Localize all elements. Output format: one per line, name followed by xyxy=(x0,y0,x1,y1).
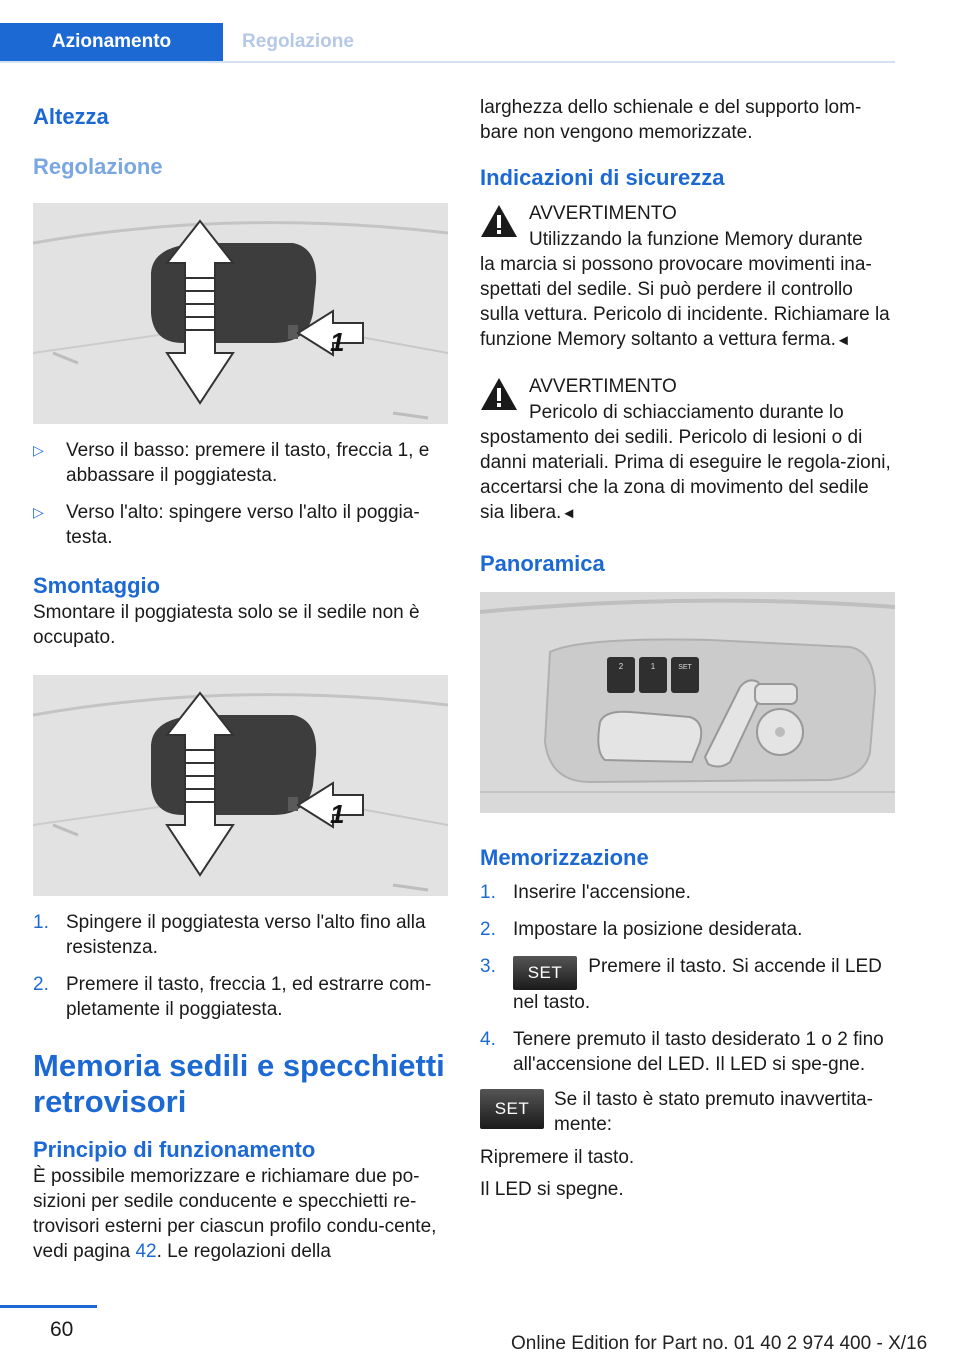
page-link[interactable]: 42 xyxy=(135,1241,157,1262)
header-divider xyxy=(0,61,895,63)
continued-text: larghezza dello schienale e del supporto lom-bare non vengono memorizzate. xyxy=(480,97,862,143)
heading-memoria: Memoria sedili e specchietti retrovisori xyxy=(33,1048,445,1119)
list-item: 4. Tenere premuto il tasto desiderato 1 o 2 fino all'accensione del LED. Il LED si spe-gne. xyxy=(480,1029,884,1075)
tab-azionamento[interactable]: Azionamento xyxy=(0,23,223,61)
tab-bar xyxy=(0,0,895,62)
left-column xyxy=(33,95,448,1264)
memory-steps xyxy=(480,880,895,1077)
heading-memorizzazione: Memorizzazione xyxy=(480,845,649,870)
seat-panel-figure xyxy=(480,592,895,813)
end-mark-icon: ◄ xyxy=(561,505,577,522)
principio-text: È possibile memorizzare e richiamare due po-sizioni per sedile conducente e specchietti re-trovisori esterni per ciascun profilo condu-cente, vedi pagina 42. Le regolazioni della xyxy=(33,1166,437,1262)
list-item: 2. Impostare la posizione desiderata. xyxy=(480,919,803,940)
seat-button-2: 2 xyxy=(618,662,624,671)
headrest-figure-2 xyxy=(33,675,448,896)
figure-label: 1 xyxy=(330,799,345,829)
after-text-1: Ripremere il tasto. xyxy=(480,1147,635,1168)
tab-regolazione[interactable]: Regolazione xyxy=(242,31,354,52)
headrest-figure-1 xyxy=(33,203,448,424)
warning-text: Utilizzando la funzione Memory durante la marcia si possono provocare movimenti ina-spettati del sedile. Si può perdere il controllo sulla vettura. Pericolo di incidente. Richiamare la funzione Memory soltanto a vettura ferma.◄ xyxy=(480,229,890,350)
list-item: ▷ Verso l'alto: spingere verso l'alto il poggia-testa. xyxy=(33,502,420,548)
heading-altezza: Altezza xyxy=(33,104,109,129)
warning-block-1 xyxy=(480,200,895,353)
set-button-icon: SET xyxy=(513,956,577,990)
list-item: 1. Spingere il poggiatesta verso l'alto fino alla resistenza. xyxy=(33,912,426,958)
right-column xyxy=(480,95,895,1202)
end-mark-icon: ◄ xyxy=(835,332,851,349)
removal-steps xyxy=(33,910,448,1022)
seat-button-1: 1 xyxy=(650,662,656,671)
edition-text: Online Edition for Part no. 01 40 2 974 400 - X/16 xyxy=(511,1333,928,1354)
heading-regolazione: Regolazione xyxy=(33,154,163,179)
set-note xyxy=(480,1087,895,1137)
figure-label: 1 xyxy=(330,327,345,357)
heading-principio: Principio di funzionamento xyxy=(33,1137,316,1162)
note-text: Se il tasto è stato premuto inavvertita-mente: xyxy=(554,1089,873,1135)
list-item: 2. Premere il tasto, freccia 1, ed estrarre com-pletamente il poggiatesta. xyxy=(33,974,432,1020)
smontaggio-text: Smontare il poggiatesta solo se il sedile non è occupato. xyxy=(33,602,420,648)
seat-button-set: SET xyxy=(678,664,692,671)
warning-title: AVVERTIMENTO xyxy=(529,203,677,224)
heading-smontaggio: Smontaggio xyxy=(33,573,161,598)
warning-title: AVVERTIMENTO xyxy=(529,376,677,397)
set-button-icon: SET xyxy=(480,1089,544,1129)
list-item: ▷ Verso il basso: premere il tasto, freccia 1, e abbassare il poggiatesta. xyxy=(33,440,430,486)
bullet-icon: ▷ xyxy=(33,504,44,520)
heading-panoramica: Panoramica xyxy=(480,551,605,576)
bullet-icon: ▷ xyxy=(33,442,44,458)
footer-divider xyxy=(0,1305,97,1308)
list-item: 1. Inserire l'accensione. xyxy=(480,882,691,903)
after-text-2: Il LED si spegne. xyxy=(480,1179,624,1200)
warning-block-2 xyxy=(480,373,895,526)
heading-sicurezza: Indicazioni di sicurezza xyxy=(480,165,725,190)
list-item: 3. SET Premere il tasto. Si accende il LED nel tasto. xyxy=(480,956,882,1013)
height-list xyxy=(33,438,448,550)
warning-icon xyxy=(480,377,518,411)
warning-text: Pericolo di schiacciamento durante lo spostamento dei sedili. Pericolo di lesioni o di danni materiali. Prima di eseguire le regola-zioni, accertarsi che la zona di movimento del sedile sia libera.◄ xyxy=(480,402,891,523)
page-number: 60 xyxy=(50,1318,74,1341)
warning-icon xyxy=(480,204,518,238)
